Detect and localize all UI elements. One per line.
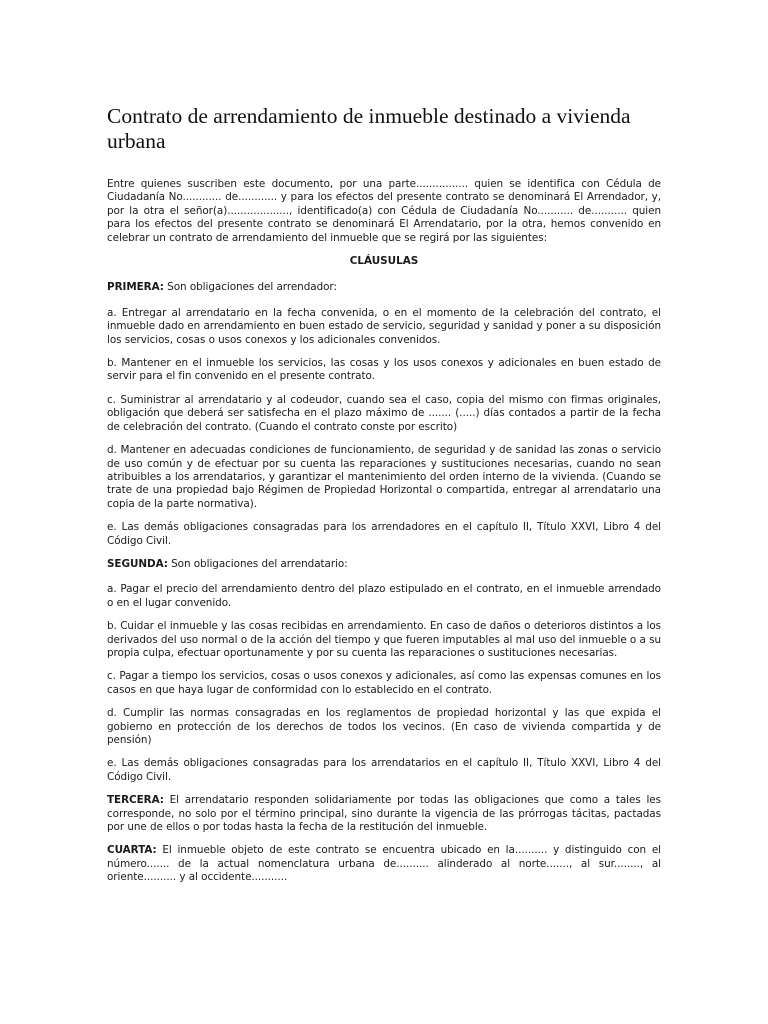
clause-segunda-label: SEGUNDA: — [107, 557, 168, 570]
primera-item-e: e. Las demás obligaciones consagradas para los arrendadores en el capítulo II, Título XXVI, Libro 4 del Código Civil. — [107, 521, 661, 547]
primera-item-c: c. Suministrar al arrendatario y al codeudor, cuando sea el caso, copia del mismo con firmas originales, obligación que deberá ser satisfecha en el plazo máximo de ....... (.....) días contados a partir de la fecha de celebración del contrato. (Cuando el contrato conste por escrito) — [107, 393, 661, 433]
clause-cuarta-text: El inmueble objeto de este contrato se encuentra ubicado en la.......... y distinguido con el número....... de la actual nomenclatura urbana de.......... alinderado al norte......., al sur........, al oriente.......... y al occidente........... — [107, 844, 661, 884]
clause-segunda — [107, 558, 661, 571]
document-page — [107, 104, 661, 895]
segunda-item-b: b. Cuidar el inmueble y las cosas recibidas en arrendamiento. En caso de daños o deterioros distintos a los derivados del uso normal o de la acción del tiempo y que fueren imputables al mal uso del inmueble o a su propia culpa, efectuar oportunamente y por su cuenta las reparaciones o sustituciones necesarias. — [107, 620, 661, 659]
segunda-item-a: a. Pagar el precio del arrendamiento dentro del plazo estipulado en el contrato, en el inmueble arrendado o en el lugar convenido. — [107, 583, 661, 609]
segunda-item-c: c. Pagar a tiempo los servicios, cosas o usos conexos y adicionales, así como las expensas comunes en los casos en que haya lugar de conformidad con lo establecido en el contrato. — [107, 670, 661, 696]
document-title: Contrato de arrendamiento de inmueble destinado a vivienda urbana — [107, 104, 631, 153]
clause-tercera-text: El arrendatario responden solidariamente por todas las obligaciones que como a tales les corresponde, no solo por el término principal, sino durante la vigencia de las prórrogas tácitas, pactadas por une de ellos o por todas hasta la fecha de la restitución del inmueble. — [107, 794, 661, 834]
clause-tercera — [107, 794, 661, 834]
clause-cuarta — [107, 844, 661, 884]
clause-segunda-text: Son obligaciones del arrendatario: — [167, 557, 348, 570]
primera-item-b: b. Mantener en el inmueble los servicios, las cosas y los usos conexos y adicionales en buen estado de servir para el fin convenido en el presente contrato. — [107, 357, 661, 383]
clause-tercera-label: TERCERA: — [107, 794, 164, 807]
clauses-heading: CLÁUSULAS — [349, 255, 419, 268]
clause-primera-text: Son obligaciones del arrendador: — [163, 281, 337, 294]
segunda-item-d: d. Cumplir las normas consagradas en los reglamentos de propiedad horizontal y las que expida el gobierno en protección de los derechos de todos los vecinos. (En caso de vivienda compartida y de pensión) — [107, 707, 661, 746]
segunda-item-e: e. Las demás obligaciones consagradas para los arrendatarios en el capítulo II, Título XXVI, Libro 4 del Código Civil. — [107, 757, 661, 783]
intro-paragraph: Entre quienes suscriben este documento, por una parte................ quien se identifica con Cédula de Ciudadanía No............ de............ y para los efectos del presente contrato se denominará El Arrendador, y, por la otra el señor(a)..................., identificado(a) con Cédula de Ciudadanía No........... de........... quien para los efectos del presente contrato se denominará El Arrendatario, por la otra, hemos convenido en celebrar un contrato de arrendamiento del inmueble que se regirá por las siguientes: — [107, 178, 661, 244]
clause-primera — [107, 281, 661, 294]
primera-item-a: a. Entregar al arrendatario en la fecha convenida, o en el momento de la celebración del contrato, el inmueble dado en arrendamiento en buen estado de servicio, seguridad y sanidad y poner a su disposición los servicios, cosas o usos conexos y los adicionales convenidos. — [107, 306, 661, 346]
clause-primera-label: PRIMERA: — [107, 281, 164, 294]
primera-item-d: d. Mantener en adecuadas condiciones de funcionamiento, de seguridad y de sanidad las zonas o servicio de uso común y de efectuar por su cuenta las reparaciones y sustituciones necesarias, cuando no sean atribuibles a los arrendatarios, y garantizar el mantenimiento del orden interno de la vivienda. (Cuando se trate de una propiedad bajo Régimen de Propiedad Horizontal o compartida, entregar al arrendatario una copia de la parte normativa). — [107, 444, 661, 510]
clause-cuarta-label: CUARTA: — [107, 844, 157, 857]
